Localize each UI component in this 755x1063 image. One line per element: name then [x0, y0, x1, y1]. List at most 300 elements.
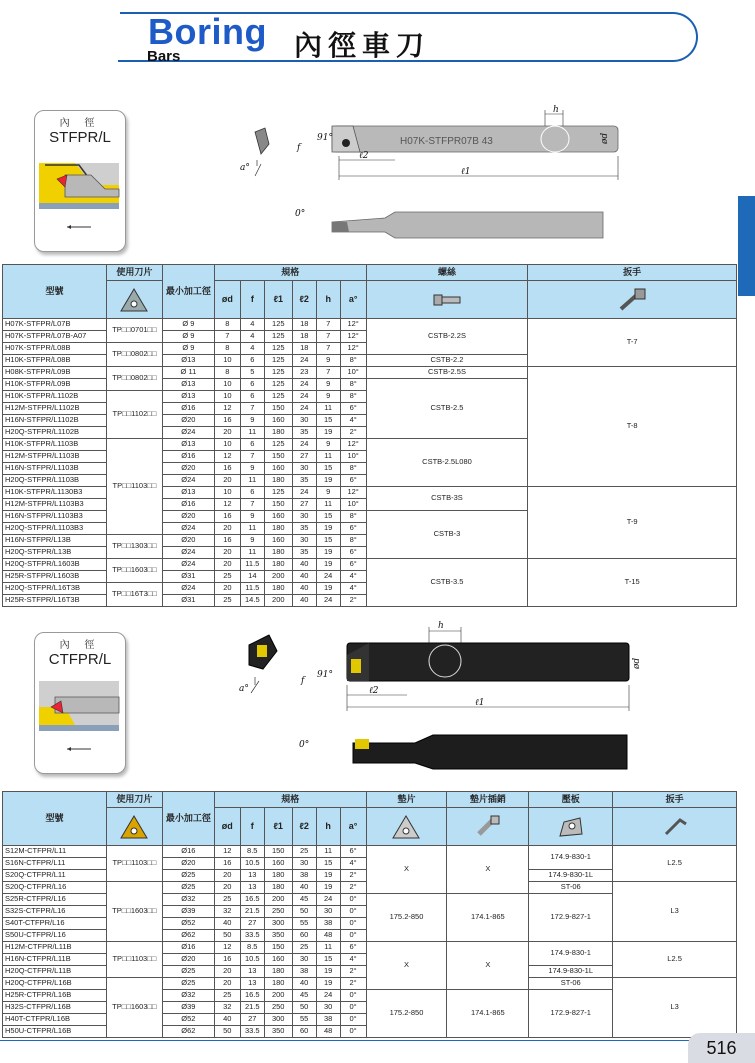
spec-d-cell: 10	[214, 355, 240, 367]
spec-l1-cell: 160	[264, 858, 292, 870]
screw-icon	[430, 289, 464, 311]
clamp-cell: ST-06	[529, 882, 613, 894]
min-bore-cell: Ø16	[162, 499, 214, 511]
min-bore-cell: Ø20	[162, 415, 214, 427]
spec-l2-cell: 35	[292, 523, 316, 535]
model-cell: H20Q-STFPR/L1603B	[3, 559, 107, 571]
spec-l2-cell: 25	[292, 846, 316, 858]
spec-l2-cell: 30	[292, 954, 316, 966]
col-insert: 使用刀片	[106, 265, 162, 281]
spec-f-cell: 13	[240, 978, 264, 990]
spec-l1-cell: 125	[264, 379, 292, 391]
min-bore-cell: Ø16	[162, 403, 214, 415]
min-bore-cell: Ø13	[162, 487, 214, 499]
spec-d-cell: 12	[214, 451, 240, 463]
min-bore-cell: Ø 9	[162, 319, 214, 331]
spec-f-cell: 9	[240, 415, 264, 427]
spec-l1-cell: 250	[264, 906, 292, 918]
spec-f-cell: 13	[240, 966, 264, 978]
spec-a-cell: 6°	[340, 523, 366, 535]
spec-h-cell: 19	[316, 966, 340, 978]
spec-f-cell: 4	[240, 319, 264, 331]
spec-d-cell: 8	[214, 343, 240, 355]
min-bore-cell: Ø20	[162, 954, 214, 966]
spec-d-cell: 8	[214, 367, 240, 379]
spec-l1-cell: 180	[264, 882, 292, 894]
spec-l2-cell: 30	[292, 463, 316, 475]
spec-a-cell: 0°	[340, 918, 366, 930]
model-cell: H20Q-CTFPR/L16B	[3, 978, 107, 990]
spec-d-cell: 50	[214, 1026, 240, 1038]
insert-cell: TP□□1103□□	[106, 942, 162, 978]
spec-f-cell: 5	[240, 367, 264, 379]
angle-91-label: 91°	[317, 670, 333, 680]
model-cell: H50U-CTFPR/L16B	[3, 1026, 107, 1038]
shim-pin-header-cell	[447, 808, 529, 846]
spec-l2-cell: 38	[292, 870, 316, 882]
min-bore-cell: Ø62	[162, 930, 214, 942]
spec-l2-cell: 18	[292, 343, 316, 355]
col-shim: 墊片	[366, 792, 447, 808]
clamp-header-cell	[529, 808, 613, 846]
spec-d-cell: 20	[214, 966, 240, 978]
col-wrench: 扳手	[613, 792, 737, 808]
h-label: h	[438, 621, 444, 631]
col-l2: ℓ2	[292, 808, 316, 846]
spec-f-cell: 11	[240, 523, 264, 535]
spec-l1-cell: 180	[264, 559, 292, 571]
spec-l2-cell: 27	[292, 451, 316, 463]
spec-a-cell: 8°	[340, 391, 366, 403]
spec-l2-cell: 18	[292, 319, 316, 331]
spec-l2-cell: 30	[292, 535, 316, 547]
col-insert: 使用刀片	[106, 792, 162, 808]
clamp-cell: 174.9-830-1	[529, 846, 613, 870]
spec-l2-cell: 23	[292, 367, 316, 379]
spec-l2-cell: 40	[292, 559, 316, 571]
spec-l1-cell: 350	[264, 930, 292, 942]
spec-d-cell: 40	[214, 918, 240, 930]
shim-header-cell	[366, 808, 447, 846]
angle-a-label: a°	[239, 684, 249, 694]
model-cell: H20Q-STFPR/L16T3B	[3, 583, 107, 595]
spec-h-cell: 19	[316, 547, 340, 559]
spec-d-cell: 40	[214, 1014, 240, 1026]
screw-cell: CSTB-3.5	[366, 559, 528, 607]
model-cell: S12M-CTFPR/L11	[3, 846, 107, 858]
min-bore-cell: Ø62	[162, 1026, 214, 1038]
spec-l1-cell: 180	[264, 583, 292, 595]
spec-h-cell: 7	[316, 331, 340, 343]
col-d: ød	[214, 281, 240, 319]
stfpr-dimension-drawing	[235, 100, 635, 250]
spec-h-cell: 19	[316, 583, 340, 595]
insert-header-cell	[106, 808, 162, 846]
f-label: f	[297, 143, 301, 153]
spec-l1-cell: 200	[264, 595, 292, 607]
spec-l1-cell: 300	[264, 918, 292, 930]
footer-line	[0, 1040, 690, 1041]
spec-d-cell: 12	[214, 499, 240, 511]
model-cell: H12M-STFPR/L1102B	[3, 403, 107, 415]
min-bore-cell: Ø24	[162, 547, 214, 559]
spec-l1-cell: 250	[264, 1002, 292, 1014]
spec-h-cell: 19	[316, 870, 340, 882]
min-bore-cell: Ø24	[162, 427, 214, 439]
spec-d-cell: 20	[214, 523, 240, 535]
spec-f-cell: 33.5	[240, 930, 264, 942]
spec-h-cell: 19	[316, 882, 340, 894]
spec-a-cell: 0°	[340, 906, 366, 918]
spec-l2-cell: 24	[292, 391, 316, 403]
min-bore-cell: Ø52	[162, 918, 214, 930]
spec-f-cell: 4	[240, 331, 264, 343]
spec-f-cell: 16.5	[240, 990, 264, 1002]
header-underline	[118, 60, 148, 62]
col-model: 型號	[3, 792, 107, 846]
title-chinese: 內徑車刀	[294, 29, 431, 62]
model-cell: S32S-CTFPR/L16	[3, 906, 107, 918]
spec-h-cell: 48	[316, 1026, 340, 1038]
spec-h-cell: 15	[316, 463, 340, 475]
min-bore-cell: Ø24	[162, 583, 214, 595]
spec-h-cell: 15	[316, 535, 340, 547]
spec-l2-cell: 27	[292, 499, 316, 511]
spec-l1-cell: 160	[264, 415, 292, 427]
model-cell: H25R-CTFPR/L16B	[3, 990, 107, 1002]
spec-d-cell: 20	[214, 882, 240, 894]
spec-f-cell: 13	[240, 870, 264, 882]
min-bore-cell: Ø25	[162, 966, 214, 978]
spec-d-cell: 16	[214, 463, 240, 475]
min-bore-cell: Ø20	[162, 858, 214, 870]
spec-d-cell: 10	[214, 487, 240, 499]
min-bore-cell: Ø31	[162, 595, 214, 607]
min-bore-cell: Ø13	[162, 391, 214, 403]
col-a: a°	[340, 281, 366, 319]
spec-f-cell: 6	[240, 439, 264, 451]
spec-h-cell: 19	[316, 978, 340, 990]
torx-wrench-icon	[615, 287, 649, 313]
spec-d-cell: 8	[214, 319, 240, 331]
col-model: 型號	[3, 265, 107, 319]
shim-pin-cell: 174.1-865	[447, 990, 529, 1038]
spec-a-cell: 12°	[340, 331, 366, 343]
spec-l1-cell: 125	[264, 367, 292, 379]
spec-l1-cell: 125	[264, 319, 292, 331]
spec-l1-cell: 150	[264, 846, 292, 858]
col-shim-pin: 墊片插銷	[447, 792, 529, 808]
spec-a-cell: 4°	[340, 583, 366, 595]
min-bore-cell: Ø32	[162, 990, 214, 1002]
spec-f-cell: 27	[240, 1014, 264, 1026]
spec-f-cell: 27	[240, 918, 264, 930]
col-d: ød	[214, 808, 240, 846]
col-spec: 規格	[214, 265, 366, 281]
col-a: a°	[340, 808, 366, 846]
spec-l1-cell: 180	[264, 978, 292, 990]
spec-f-cell: 21.5	[240, 906, 264, 918]
table-row	[3, 367, 737, 379]
spec-l2-cell: 50	[292, 906, 316, 918]
l2-label: ℓ2	[369, 686, 379, 696]
col-h: h	[316, 808, 340, 846]
spec-h-cell: 30	[316, 1002, 340, 1014]
spec-f-cell: 11	[240, 427, 264, 439]
model-cell: H10K-STFPR/L08B	[3, 355, 107, 367]
spec-h-cell: 11	[316, 403, 340, 415]
spec-d-cell: 20	[214, 583, 240, 595]
insert-header-cell	[106, 281, 162, 319]
insert-cell: TP□□1303□□	[106, 535, 162, 559]
clamp-cell: 172.9-827-1	[529, 894, 613, 942]
spec-l2-cell: 35	[292, 475, 316, 487]
bar-engraving: H07K-STFPR07B 43	[400, 136, 493, 147]
spec-a-cell: 0°	[340, 1002, 366, 1014]
spec-a-cell: 0°	[340, 1026, 366, 1038]
spec-a-cell: 6°	[340, 846, 366, 858]
spec-h-cell: 38	[316, 918, 340, 930]
min-bore-cell: Ø20	[162, 535, 214, 547]
spec-l2-cell: 30	[292, 415, 316, 427]
clamp-cell: 172.9-827-1	[529, 990, 613, 1038]
spec-d-cell: 32	[214, 906, 240, 918]
spec-h-cell: 24	[316, 571, 340, 583]
spec-f-cell: 10.5	[240, 954, 264, 966]
spec-d-cell: 16	[214, 535, 240, 547]
spec-l1-cell: 350	[264, 1026, 292, 1038]
spec-a-cell: 12°	[340, 439, 366, 451]
spec-h-cell: 7	[316, 319, 340, 331]
wrench-cell: T-9	[528, 487, 737, 559]
col-spec: 規格	[214, 792, 366, 808]
model-cell: H25R-STFPR/L16T3B	[3, 595, 107, 607]
min-bore-cell: Ø39	[162, 906, 214, 918]
spec-a-cell: 0°	[340, 894, 366, 906]
spec-a-cell: 10°	[340, 451, 366, 463]
type-code: STFPR/L	[49, 129, 111, 146]
spec-h-cell: 9	[316, 391, 340, 403]
col-f: f	[240, 281, 264, 319]
spec-f-cell: 4	[240, 343, 264, 355]
model-cell: H16N-STFPR/L1103B	[3, 463, 107, 475]
min-bore-cell: Ø39	[162, 1002, 214, 1014]
col-h: h	[316, 281, 340, 319]
spec-l1-cell: 180	[264, 475, 292, 487]
spec-a-cell: 2°	[340, 882, 366, 894]
spec-h-cell: 19	[316, 559, 340, 571]
col-screw: 螺絲	[366, 265, 528, 281]
spec-f-cell: 6	[240, 355, 264, 367]
spec-d-cell: 10	[214, 391, 240, 403]
model-cell: H10K-STFPR/L1103B	[3, 439, 107, 451]
model-cell: H16N-STFPR/L1103B3	[3, 511, 107, 523]
zero-angle-label: 0°	[295, 209, 306, 219]
spec-h-cell: 48	[316, 930, 340, 942]
model-cell: H16N-CTFPR/L11B	[3, 954, 107, 966]
min-bore-cell: Ø52	[162, 1014, 214, 1026]
min-bore-cell: Ø13	[162, 379, 214, 391]
wrench-header-cell	[528, 281, 737, 319]
title-english: Boring	[148, 11, 267, 52]
model-cell: H10K-STFPR/L1130B3	[3, 487, 107, 499]
spec-d-cell: 20	[214, 978, 240, 990]
spec-a-cell: 6°	[340, 475, 366, 487]
min-bore-cell: Ø32	[162, 894, 214, 906]
col-f: f	[240, 808, 264, 846]
spec-l2-cell: 24	[292, 355, 316, 367]
spec-d-cell: 16	[214, 954, 240, 966]
angle-a-label: a°	[240, 163, 250, 173]
clamp-cell: 174.9-830-1L	[529, 966, 613, 978]
subtitle-english: Bars	[147, 48, 181, 65]
spec-d-cell: 20	[214, 559, 240, 571]
shim-pin-cell: X	[447, 942, 529, 990]
insert-cell: TP□□1103□□	[106, 439, 162, 535]
spec-l2-cell: 18	[292, 331, 316, 343]
stfpr-type-card	[34, 110, 126, 252]
spec-l2-cell: 38	[292, 966, 316, 978]
spec-h-cell: 11	[316, 846, 340, 858]
spec-d-cell: 12	[214, 403, 240, 415]
wrench-cell: T-7	[528, 319, 737, 367]
spec-l1-cell: 125	[264, 331, 292, 343]
min-bore-cell: Ø25	[162, 978, 214, 990]
spec-a-cell: 8°	[340, 463, 366, 475]
spec-l2-cell: 24	[292, 403, 316, 415]
ctfpr-spec-table	[2, 791, 737, 1038]
spec-f-cell: 13	[240, 882, 264, 894]
spec-f-cell: 14.5	[240, 595, 264, 607]
insert-cell: TP□□0802□□	[106, 367, 162, 391]
ctfpr-application-icon	[35, 667, 125, 767]
spec-h-cell: 15	[316, 415, 340, 427]
l2-label: ℓ2	[359, 151, 369, 161]
spec-l1-cell: 125	[264, 391, 292, 403]
min-bore-cell: Ø20	[162, 463, 214, 475]
model-cell: H16N-STFPR/L1102B	[3, 415, 107, 427]
spec-a-cell: 2°	[340, 870, 366, 882]
spec-a-cell: 8°	[340, 379, 366, 391]
spec-d-cell: 16	[214, 858, 240, 870]
shim-pin-cell: X	[447, 846, 529, 894]
spec-h-cell: 19	[316, 475, 340, 487]
wrench-cell: T-15	[528, 559, 737, 607]
shim-cell: X	[366, 846, 447, 894]
pin-icon	[473, 814, 503, 840]
spec-a-cell: 6°	[340, 547, 366, 559]
spec-a-cell: 0°	[340, 990, 366, 1002]
table-row	[3, 942, 737, 954]
shim-cell: 175.2-850	[366, 990, 447, 1038]
model-cell: H32S-CTFPR/L16B	[3, 1002, 107, 1014]
spec-a-cell: 4°	[340, 954, 366, 966]
spec-a-cell: 4°	[340, 858, 366, 870]
ctfpr-type-card	[34, 632, 126, 774]
spec-f-cell: 8.5	[240, 942, 264, 954]
spec-l1-cell: 150	[264, 403, 292, 415]
type-category: 內 徑	[59, 118, 101, 129]
spec-h-cell: 11	[316, 942, 340, 954]
model-cell: H20Q-CTFPR/L11B	[3, 966, 107, 978]
spec-h-cell: 15	[316, 511, 340, 523]
spec-l1-cell: 180	[264, 547, 292, 559]
spec-l1-cell: 150	[264, 451, 292, 463]
spec-l1-cell: 125	[264, 355, 292, 367]
spec-l1-cell: 125	[264, 343, 292, 355]
spec-d-cell: 12	[214, 942, 240, 954]
spec-a-cell: 12°	[340, 487, 366, 499]
spec-a-cell: 2°	[340, 595, 366, 607]
page-number: 516	[688, 1033, 755, 1063]
screw-cell: CSTB-2.5L080	[366, 439, 528, 487]
model-cell: H07K-STFPR/L07B-A07	[3, 331, 107, 343]
spec-f-cell: 11	[240, 475, 264, 487]
spec-f-cell: 9	[240, 511, 264, 523]
spec-d-cell: 16	[214, 511, 240, 523]
spec-l2-cell: 30	[292, 511, 316, 523]
shim-cell: X	[366, 942, 447, 990]
spec-a-cell: 2°	[340, 427, 366, 439]
spec-h-cell: 9	[316, 439, 340, 451]
spec-l2-cell: 40	[292, 583, 316, 595]
spec-h-cell: 24	[316, 595, 340, 607]
spec-l2-cell: 60	[292, 1026, 316, 1038]
spec-a-cell: 6°	[340, 403, 366, 415]
spec-f-cell: 8.5	[240, 846, 264, 858]
spec-d-cell: 25	[214, 894, 240, 906]
spec-d-cell: 7	[214, 331, 240, 343]
spec-f-cell: 7	[240, 403, 264, 415]
spec-h-cell: 19	[316, 523, 340, 535]
spec-l2-cell: 40	[292, 978, 316, 990]
model-cell: S40T-CTFPR/L16	[3, 918, 107, 930]
model-cell: S20Q-CTFPR/L11	[3, 870, 107, 882]
col-min-bore: 最小加工徑	[162, 792, 214, 846]
model-cell: H08K-STFPR/L09B	[3, 367, 107, 379]
spec-l2-cell: 45	[292, 990, 316, 1002]
spec-d-cell: 25	[214, 595, 240, 607]
spec-f-cell: 7	[240, 499, 264, 511]
insert-cell: TP□□1603□□	[106, 882, 162, 942]
spec-f-cell: 7	[240, 451, 264, 463]
model-cell: H20Q-STFPR/L13B	[3, 547, 107, 559]
spec-a-cell: 10°	[340, 499, 366, 511]
spec-f-cell: 16.5	[240, 894, 264, 906]
spec-l1-cell: 160	[264, 463, 292, 475]
spec-a-cell: 12°	[340, 319, 366, 331]
col-clamp: 壓板	[529, 792, 613, 808]
model-cell: H07K-STFPR/L08B	[3, 343, 107, 355]
spec-d-cell: 12	[214, 846, 240, 858]
spec-h-cell: 11	[316, 499, 340, 511]
spec-l2-cell: 24	[292, 439, 316, 451]
spec-l1-cell: 180	[264, 427, 292, 439]
clamp-icon	[556, 814, 586, 840]
insert-cell: TP□□0701□□	[106, 319, 162, 343]
spec-h-cell: 9	[316, 355, 340, 367]
spec-l1-cell: 160	[264, 511, 292, 523]
table-row	[3, 846, 737, 858]
spec-h-cell: 24	[316, 990, 340, 1002]
model-cell: H20Q-STFPR/L1103B	[3, 475, 107, 487]
spec-a-cell: 4°	[340, 571, 366, 583]
spec-f-cell: 10.5	[240, 858, 264, 870]
min-bore-cell: Ø 11	[162, 367, 214, 379]
spec-d-cell: 50	[214, 930, 240, 942]
spec-d-cell: 20	[214, 427, 240, 439]
min-bore-cell: Ø16	[162, 942, 214, 954]
